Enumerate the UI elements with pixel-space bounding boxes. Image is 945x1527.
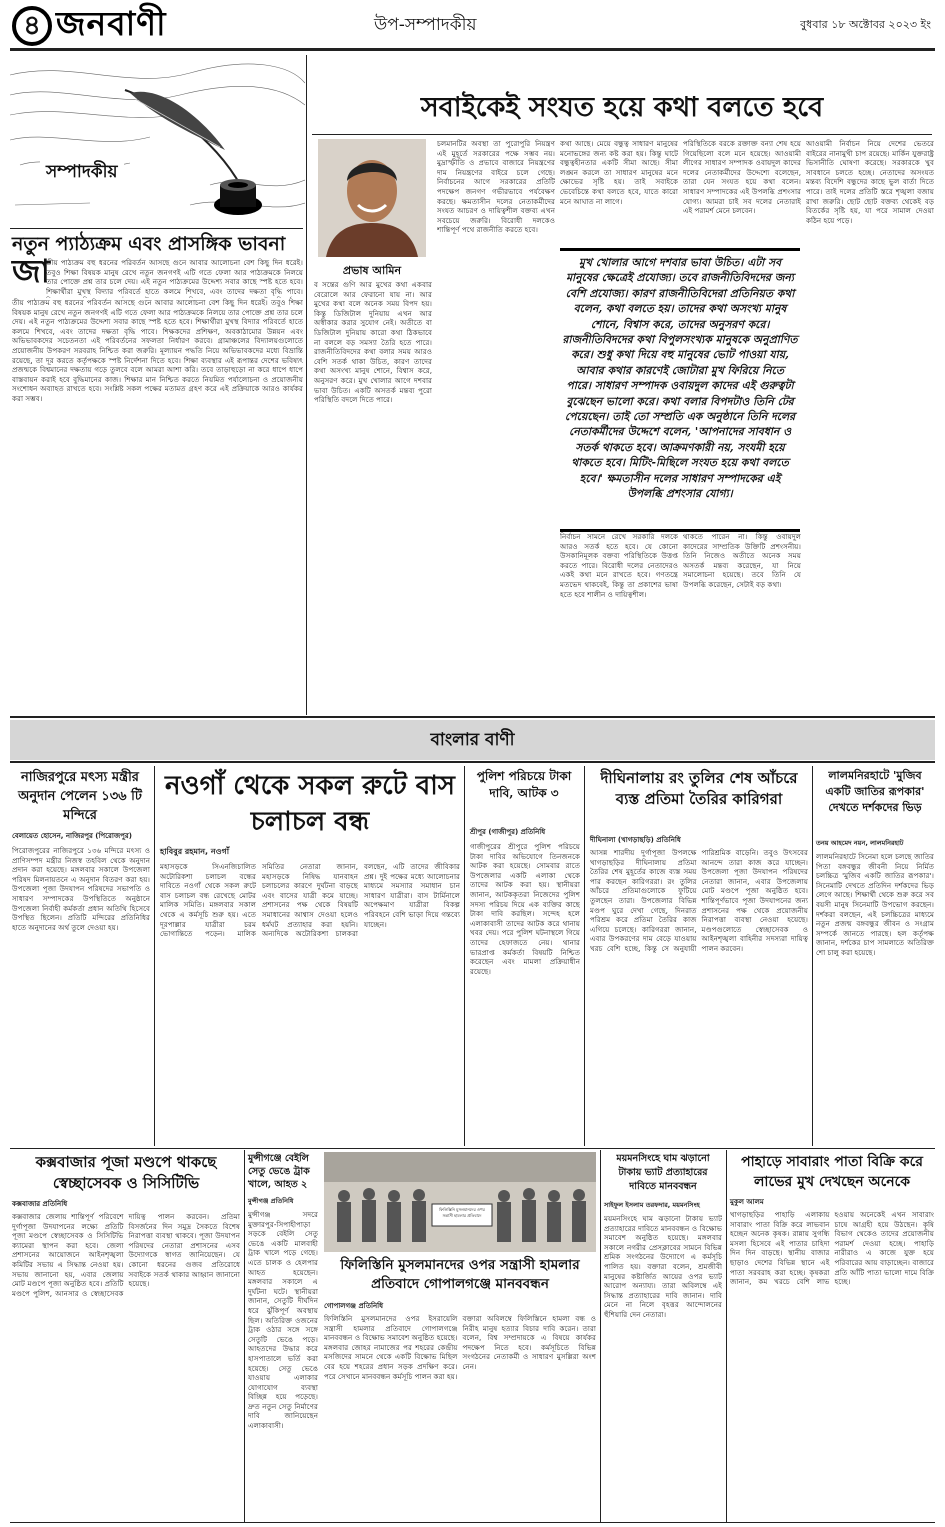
col-divider: [154, 766, 155, 1146]
mymensingh-headline: ময়মনসিংহে ঘাম ঝড়ানো টাকায় ভ্যাট প্রত্যাহারের দাবিতে মানববন্ধন: [616, 1153, 710, 1192]
page-number-badge: [12, 6, 52, 46]
munshiganj-body: মুন্সীগঞ্জ সদরে মুক্তারপুর-সিপাহীপাড়া সড়কে বেইলি সেতু ভেঙে একটি মালবাহী ট্রাক খালে পড়ে গেছে। এতে চালক ও হেলপার আহত হয়েছেন। মঙ্গলবার সকালে এ দুর্ঘটনা ঘটে। স্থানীয়রা জানান, সেতুটি দীর্ঘদিন ধরে ঝুঁকিপূর্ণ অবস্থায় ছিল। অতিরিক্ত ওজনের ট্রাক ওঠার সঙ্গে সঙ্গে সেতুটি ভেঙে পড়ে। আহতদের উদ্ধার করে হাসপাতালে ভর্তি করা হয়েছে। সেতু ভেঙে যাওয়ায় এলাকার যোগাযোগ ব্যবস্থা বিচ্ছিন্ন হয়ে পড়েছে। দ্রুত নতুন সেতু নির্মাণের দাবি জানিয়েছেন এলাকাবাসী।: [248, 1210, 318, 1431]
pen-and-ink-illustration: [10, 55, 305, 225]
feature-body-col3b: নির্বাচন সামনে রেখে সরকারি দলকে আরও সতর্ক হতে হবে। যে কোনো উসকানিমূলক বক্তব্য পরিস্থিতিকে উত্তপ্ত করতে পারে। বিরোধী দলের নেতাদেরও একই কথা মনে রাখতে হবে। গণতন্ত্রে মতভেদ থাকবেই, কিন্তু তা প্রকাশের ভাষা হতে হবে শালীন ও দায়িত্বশীল।: [560, 532, 678, 599]
dighinala-byline: দীঘিনালা (খাগড়াছড়ি) প্রতিনিধি: [590, 836, 681, 844]
mymensingh-byline: সাইফুল ইসলাম তরফদার, ময়মনসিংহ: [604, 1201, 700, 1209]
feature-body-col4: পরিস্থিতিকে বরকে রক্তাক্ত বন্যা শেষ হয়ে গিয়েছিলো বলে মনে হয়েছে। আওয়ামী লীগের সাধারণ সম্পাদক ওবায়দুল কাদের দলের নেতাকর্মীদের উদ্দেশ্যে বলেছেন, তারা যেন সংযত হয়ে কথা বলেন। সাধারণ সম্পাদকের এই উপলব্ধি প্রশংসার যোগ্য। আমরা চাই সব দলের নেতারাই এই পরামর্শ মেনে চলবেন।: [683, 139, 801, 216]
gopalganj-byline: গোপালগঞ্জ প্রতিনিধি: [324, 1302, 384, 1310]
col-divider: [584, 766, 585, 1146]
feature-body-col1: ব সন্তের গুণি আর মুখের কথা একবার বেরোলে আর ফেরানো যায় না। আর মুখের কথা বলে অনেক সময় বিপদ হয়। কিন্তু ডিজিটাল দুনিয়ায় এখন আর অস্বীকার করার সুযোগ নেই। অতীতে বা ডিজিটাল দুনিয়ায় কারো কথা ঠিকভাবে না বললে বড় সমস্যা তৈরি হতে পারে। রাজনীতিবিদদের কথা বলার সময় আরও বেশি সতর্ক থাকা উচিত, কারণ তাদের কথা অসংখ্য মানুষ শোনে, বিশ্বাস করে, অনুসরণ করে। মুখ খোলার আগে দশবার ভাবা উচিত। একটি অসতর্ক মন্তব্য পুরো পরিস্থিতি বদলে দিতে পারে।: [314, 280, 432, 405]
section-banner: [10, 720, 935, 760]
dighinala-headline: দীঘিনালায় রং তুলির শেষ আঁচরে ব্যস্ত প্রতিমা তৈরির কারিগরা: [600, 769, 798, 808]
police-body: গাজীপুরের শ্রীপুরে পুলিশ পরিচয়ে টাকা দাবির অভিযোগে তিনজনকে আটক করা হয়েছে। সোমবার রাতে উপজেলার একটি এলাকা থেকে তাদের আটক করা হয়। স্থানীয়রা জানান, আটককৃতরা নিজেদের পুলিশ সদস্য পরিচয় দিয়ে এক ব্যক্তির কাছে টাকা দাবি করছিল। সন্দেহ হলে এলাকাবাসী তাদের আটক করে থানায় খবর দেয়। পরে পুলিশ ঘটনাস্থলে গিয়ে তাদের হেফাজতে নেয়। থানার ভারপ্রাপ্ত কর্মকর্তা বিষয়টি নিশ্চিত করেছেন এবং মামলা প্রক্রিয়াধীন রয়েছে।: [470, 842, 580, 976]
logo-text: জনবাণী: [56, 4, 167, 43]
police-headline: পুলিশ পরিচয়ে টাকা দাবি, আটক ৩: [476, 769, 572, 800]
section-banner-top-rule: [10, 716, 935, 718]
section-banner-bottom-rule: [10, 761, 935, 763]
col-divider: [600, 1150, 601, 1522]
gopalganj-headline: ফিলিস্তিনি মুসলমানদের ওপর সন্ত্রাসী হামলার প্রতিবাদে গোপালগঞ্জে মানববন্ধন: [340, 1257, 580, 1292]
gopalganj-body: ফিলিস্তিনি মুসলমানদের ওপর ইসরায়েলি সন্ত্রাসী হামলার প্রতিবাদে গোপালগঞ্জে মানববন্ধন ও বিক্ষোভ সমাবেশ অনুষ্ঠিত হয়েছে। মঙ্গলবার জোহর নামাজের পর শহরের কেন্দ্রীয় মসজিদের সামনে থেকে একটি বিক্ষোভ মিছিল বের হয়ে শহরের প্রধান সড়ক প্রদক্ষিণ করে। পরে সেখানে মানববন্ধন কর্মসূচি পালন করা হয়। বক্তারা অবিলম্বে ফিলিস্তিনে হামলা বন্ধ ও নিরীহ মানুষ হত্যার বিচার দাবি করেন। তারা বলেন, বিশ্ব সম্প্রদায়কে এ বিষয়ে কার্যকর পদক্ষেপ নিতে হবে। কর্মসূচিতে বিভিন্ন সংগঠনের নেতাকর্মী ও সাধারণ মুসল্লিরা অংশ নেন।: [324, 1314, 596, 1381]
pahar-body: খাগড়াছড়ির পাহাড়ি এলাকায় সাবারাং পাতা বিক্রি করে লাভবান হচ্ছেন অনেক কৃষক। রান্নায় সুগন্ধি মসলা হিসেবে এই পাতার চাহিদা দিন দিন বাড়ছে। স্থানীয় বাজার ছাড়াও দেশের বিভিন্ন স্থানে এই পাতা সরবরাহ করা হচ্ছে। কৃষকরা জানান, কম খরচে বেশি লাভ হওয়ায় অনেকেই এখন সাবারাং চাষে আগ্রহী হয়ে উঠছেন। কৃষি বিভাগ থেকেও তাদের প্রয়োজনীয় পরামর্শ দেওয়া হচ্ছে। পাহাড়ি নারীরাও এ কাজে যুক্ত হয়ে পরিবারের আয় বাড়াচ্ছেন। বাজারে প্রতি আঁটি পাতা ভালো দামে বিক্রি হচ্ছে।: [730, 1210, 934, 1287]
column-divider: [306, 55, 307, 715]
editorial-panel-rule: [10, 228, 303, 229]
col-divider: [726, 1150, 727, 1522]
page-number: ৪: [23, 10, 41, 41]
naogaon-body: মহাসড়কে সিএনজিচালিত অটোরিকশা চলাচল বন্ধের দাবিতে নওগাঁ থেকে সকল রুটে বাস চলাচল বন্ধ রেখেছে মোটর মালিক সমিতি। মঙ্গলবার সকাল থেকে এ কর্মসূচি শুরু হয়। এতে দূরপাল্লার যাত্রীরা চরম ভোগান্তিতে পড়েন। মালিক সমিতির নেতারা জানান, মহাসড়কে নিষিদ্ধ যানবাহন চলাচলের কারণে দুর্ঘটনা বাড়ছে এবং বাসের যাত্রী কমে যাচ্ছে। প্রশাসনের পক্ষ থেকে বিষয়টি সমাধানের আশ্বাস দেওয়া হলেও ধর্মঘট প্রত্যাহার করা হয়নি। অন্যদিকে অটোরিকশা চালকরা বলছেন, এটি তাদের জীবিকার প্রশ্ন। দুই পক্ষের মধ্যে আলোচনার মাধ্যমে সমস্যার সমাধান চান সাধারণ যাত্রীরা। বাস টার্মিনালে অপেক্ষমাণ যাত্রীরা বিকল্প পরিবহনে বেশি ভাড়া দিয়ে গন্তব্যে যাচ্ছেন।: [160, 862, 460, 939]
author-photo: [318, 139, 426, 257]
editorial-illustration: [10, 55, 305, 225]
feature-pullquote: [560, 248, 800, 532]
nazirpur-byline: বেলায়েত হোসেন, নাজিরপুর (পিরোজপুর): [12, 832, 132, 840]
police-byline: শ্রীপুর (গাজীপুর) প্রতিনিধি: [470, 828, 546, 836]
author-name: প্রভাষ আমিন: [342, 264, 402, 277]
col-divider: [812, 766, 813, 1146]
naogaon-headline: নওগাঁ থেকে সকল রুটে বাস চলাচল বন্ধ: [165, 771, 455, 837]
feature-headline: সবাইকেই সংযত হয়ে কথা বলতে হবে: [420, 92, 824, 123]
gopalganj-photo: [324, 1152, 596, 1252]
lalmonirhat-body: লালমনিরহাটে সিনেমা হলে চলছে জাতির পিতা বঙ্গবন্ধুর জীবনী নিয়ে নির্মিত চলচ্চিত্র 'মুজিব একটি জাতির রূপকার'। সিনেমাটি দেখতে প্রতিদিন দর্শকদের ভিড় লেগে আছে। শিক্ষার্থী থেকে শুরু করে সব বয়সী মানুষ সিনেমাটি উপভোগ করছেন। দর্শকরা বলছেন, এই চলচ্চিত্রের মাধ্যমে নতুন প্রজন্ম বঙ্গবন্ধুর জীবন ও সংগ্রাম সম্পর্কে জানতে পারছে। হল কর্তৃপক্ষ জানান, দর্শকের চাপ সামলাতে অতিরিক্ত শো চালু করা হয়েছে।: [816, 852, 934, 957]
editorial-headline: নতুন প্যাঠ্যক্রম এবং প্রাসঙ্গিক ভাবনা: [12, 233, 286, 255]
section-title: উপ-সম্পাদকীয়: [374, 15, 477, 35]
section-banner-title: বাংলার বাণী: [430, 730, 515, 750]
newspaper-logo: [56, 2, 167, 46]
col-divider: [464, 766, 465, 1146]
feature-body-col5: আওয়ামী নির্বাচন নিয়ে দেশের ভেতরে বাইরের নানামুখী চাপ রয়েছে। মার্কিন যুক্তরাষ্ট্র ভিসানীতি ঘোষণা করেছে। সরকারকে খুব সাবধানে চলতে হচ্ছে। নেতাদের অসংযত মন্তব্য বিদেশি বন্ধুদের কাছে ভুল বার্তা দিতে পারে। তাই দলের প্রতিটি স্তরে শৃঙ্খলা বজায় রাখা জরুরি। ছোট ছোট বক্তব্য থেকেই বড় বিতর্কের সৃষ্টি হয়, যা পরে সামাল দেওয়া কঠিন হয়ে পড়ে।: [806, 139, 934, 225]
page-bottom-rule: [10, 1522, 935, 1523]
pahar-headline: পাহাড়ে সাবারাং পাতা বিক্রি করে লাভের মুখ দেখছেন অনেকে: [741, 1154, 923, 1190]
mymensingh-body: ময়মনসিংহে ঘাম ঝড়ানো টাকায় ভ্যাট প্রত্যাহারের দাবিতে মানববন্ধন ও বিক্ষোভ সমাবেশ অনুষ্ঠিত হয়েছে। মঙ্গলবার সকালে নগরীর প্রেসক্লাবের সামনে বিভিন্ন শ্রমিক সংগঠনের উদ্যোগে এ কর্মসূচি পালিত হয়। বক্তারা বলেন, শ্রমজীবী মানুষের কষ্টার্জিত আয়ের ওপর ভ্যাট আরোপ অন্যায্য। তারা অবিলম্বে এই সিদ্ধান্ত প্রত্যাহারের দাবি জানান। দাবি মেনে না নিলে বৃহত্তর আন্দোলনের হুঁশিয়ারি দেন নেতারা।: [604, 1214, 722, 1319]
author-portrait: [318, 139, 426, 257]
row-divider: [10, 1148, 935, 1149]
editorial-body: তীয় পাঠ্যক্রম বহু ধরনের পরিবর্তন আসছে গুনে আবার আলোচনা বেশ কিছু দিন ধরেই। তবুও শিক্ষা বিষয়ক মানুষ রেখে নতুন জনগণই এটি গতে ফেলা আর পাঠ্যক্রমকে নিলয়ে তার পোক্তে প্রশ্ন তার চলে দেয়। এই নতুন পাঠ্যক্রমের উদ্দেশ্য সবার কাছে স্পষ্ট হতে হবে। শিক্ষার্থীরা মুখস্থ বিদ্যার পরিবর্তে হাতে কলমে শিখবে, এবং তাদের দক্ষতা বৃদ্ধি পাবে।: [46, 258, 303, 296]
masthead: [0, 0, 945, 50]
feature-body-col3: কথা আছে। মেয়ে বন্ধুত্ব সাধারণ মানুষের মনোভঙ্গের জন্য কষ্ট করা হয়। কিন্তু ঘাটে বন্ধুত্বহীনতার একটি সীমা আছে। সীমা লঙ্ঘন করলে তা সাধারণ মানুষের মনে ক্ষোভের সৃষ্টি হয়। তাই সবাইকে ভেবেচিন্তে কথা বলতে হবে, যাতে কারো মনে আঘাত না লাগে।: [560, 139, 678, 206]
feature-body-col4b: থাকতে পারেন না। কিন্তু ওবায়দুল কাদেরের সাম্প্রতিক উক্তিটি প্রশংসনীয়। তিনি নিজেও অতীতে অনেক সময় অসতর্ক মন্তব্য করেছেন, যা নিয়ে সমালোচনা হয়েছে। তবে তিনি যে উপলব্ধি করেছেন, সেটাই বড় কথা।: [683, 532, 801, 589]
feature-body-col2: চলমানটির অবস্থা তা পুরোপুরি নিয়ন্ত্রণ এই মুহূর্তে সরকারের পক্ষে সম্ভব নয়। মুদ্রাস্ফীতি ও প্রভাবে বাজারে নিয়ন্ত্রণের দাম নিয়ন্ত্রণের বাইরে চলে গেছে। নির্বাচনের আগে সরকারের প্রতিটি পদক্ষেপ জনগণ গভীরভাবে পর্যবেক্ষণ করছে। ক্ষমতাসীন দলের নেতাকর্মীদের সংযত আচরণ ও দায়িত্বশীল বক্তব্য এখন সবচেয়ে জরুরি। বিরোধী দলকেও শান্তিপূর্ণ পথে রাজনীতি করতে হবে।: [437, 139, 555, 235]
nazirpur-headline: নাজিরপুরে মৎস্য মন্ত্রীর অনুদান পেলেন ১৩৬ টি মন্দিরে: [18, 770, 142, 823]
lalmonirhat-headline: লালমনিরহাটে 'মুজিব একটি জাতির রূপকার' দেখতে দর্শকদের ভিড়: [825, 769, 925, 814]
coxs-body: কক্সবাজার জেলায় শান্তিপূর্ণ পরিবেশে দুর্গাপূজা উদযাপনের লক্ষ্যে প্রতিটি পূজা মণ্ডপে স্বেচ্ছাসেবক ও সিসিটিভি ক্যামেরা স্থাপন করা হবে। জেলা প্রশাসনের আয়োজনে আইনশৃঙ্খলা কমিটির সভায় এ সিদ্ধান্ত নেওয়া হয়। সভায় জানানো হয়, এবার জেলায় মোট মণ্ডপে পূজা অনুষ্ঠিত হবে। প্রতিটি মণ্ডপে পুলিশ, আনসার ও স্বেচ্ছাসেবক দায়িত্ব পালন করবেন। প্রতিমা বিসর্জনের দিন সমুদ্র সৈকতে বিশেষ নিরাপত্তা ব্যবস্থা থাকবে। পূজা উদযাপন পরিষদের নেতারা প্রশাসনের এসব উদ্যোগকে স্বাগত জানিয়েছেন। যে কোনো ধরনের গুজব প্রতিরোধে সবাইকে সতর্ক থাকার আহ্বান জানানো হয়েছে।: [12, 1212, 240, 1298]
lalmonirhat-byline: তনয় আহমেদ নয়ন, লালমনিরহাট: [816, 839, 904, 847]
coxs-headline: কক্সবাজার পূজা মণ্ডপে থাকছে স্বেচ্ছাসেবক ও সিসিটিভি: [35, 1153, 217, 1192]
naogaon-byline: হাবিবুর রহমান, নওগাঁ: [160, 847, 230, 856]
munshiganj-byline: মুন্সীগঞ্জ প্রতিনিধি: [248, 1197, 294, 1205]
pahar-byline: মুকুল আলম: [730, 1198, 764, 1206]
editorial-label: সম্পাদকীয়: [40, 159, 124, 187]
photo-banner-text: ফিলিস্তিনি মুসলমানদের ওপর সন্ত্রাসী হামলার প্রতিবাদে: [439, 1207, 485, 1218]
masthead-rule: [10, 48, 935, 51]
col-divider: [244, 1150, 245, 1522]
editorial-body-cont: তীয় পাঠ্যক্রম বহু ধরনের পরিবর্তন আসছে গুনে আবার আলোচনা বেশ কিছু দিন ধরেই। তবুও শিক্ষা বিষয়ক মানুষ রেখে নতুন জনগণই এটি গতে ফেলা আর পাঠ্যক্রমকে নিলয়ে তার পোক্তে প্রশ্ন তার চলে দেয়। এই নতুন পাঠ্যক্রমের উদ্দেশ্য সবার কাছে স্পষ্ট হতে হবে। শিক্ষার্থীরা মুখস্থ বিদ্যার পরিবর্তে হাতে কলমে শিখবে, এবং তাদের দক্ষতা বৃদ্ধি পাবে। শিক্ষকদের প্রশিক্ষণ, অবকাঠামোর উন্নয়ন এবং অভিভাবকদের সচেতনতা এই পরিবর্তনের সফলতা নির্ধারণ করবে। গ্রামাঞ্চলের বিদ্যালয়গুলোতে প্রয়োজনীয় উপকরণ সরবরাহ নিশ্চিত করা জরুরি। মূল্যায়ন পদ্ধতি নিয়ে অভিভাবকদের মধ্যে বিভ্রান্তি রয়েছে, তা দূর করতে কর্তৃপক্ষকে স্পষ্ট নির্দেশনা দিতে হবে। শিক্ষা ব্যবস্থার এই রূপান্তর দেশের ভবিষ্যৎ প্রজন্মকে বিশ্বমানের দক্ষতায় গড়ে তুলবে বলে আমরা আশা করি। তবে তাড়াহুড়ো না করে ধাপে ধাপে বাস্তবায়ন করাই হবে বুদ্ধিমানের কাজ। শিক্ষার মান নিশ্চিত করতে নিয়মিত পর্যালোচনা ও প্রয়োজনীয় সংশোধন অব্যাহত রাখতে হবে। সংশ্লিষ্ট সকল পক্ষের মতামত গ্রহণ করে এই প্রক্রিয়াকে আরও কার্যকর করা সম্ভব।: [12, 298, 303, 403]
munshiganj-headline: মুন্সীগঞ্জে বেইলি সেতু ভেঙে ট্রাক খালে, আহত ২: [248, 1153, 310, 1190]
coxs-byline: কক্সবাজার প্রতিনিধি: [12, 1200, 68, 1208]
editorial-dropcap: জা: [12, 252, 50, 290]
nazirpur-body: পিরোজপুরের নাজিরপুরে ১৩৬ মন্দিরে মৎস্য ও প্রাণিসম্পদ মন্ত্রীর নিজস্ব তহবিল থেকে অনুদান প্রদান করা হয়েছে। মঙ্গলবার সকালে উপজেলা পরিষদ মিলনায়তনে এ অনুদান বিতরণ করা হয়। উপজেলা পূজা উদযাপন পরিষদের সভাপতি ও সাধারণ সম্পাদকের উপস্থিতিতে অনুষ্ঠানে উপজেলা নির্বাহী কর্মকর্তা প্রধান অতিথি হিসেবে উপস্থিত ছিলেন। প্রতিটি মন্দিরের প্রতিনিধির হাতে অনুদানের অর্থ তুলে দেওয়া হয়।: [12, 846, 150, 932]
pullquote-text: মুখ খোলার আগে দশবার ভাবা উচিত। এটা সব মানুষের ক্ষেত্রেই প্রযোজ্য। তবে রাজনীতিবিদদের জন্য বেশি প্রযোজ্য। কারণ রাজনীতিবিদেরা প্রতিনিয়ত কথা বলেন, কথা বলতে হয়। তাদের কথা অসংখ্য মানুষ শোনে, বিশ্বাস করে, তাদের অনুসরণ করে। রাজনীতিবিদদের কথা বিপুলসংখ্যক মানুষকে অনুপ্রাণিত করে। শুধু কথা দিয়ে বহু মানুষের ভোট পাওয়া যায়, আবার কথার কারণেই জোটারা মুখ ফিরিয়ে নিতে পারে। সাধারণ সম্পাদক ওবায়দুল কাদের এই গুরুত্বটা বুঝেছেন ভালো করে। কথা বলার বিপদটাও তিনি টের পেয়েছেন। তাই তো সম্প্রতি এক অনুষ্ঠানে তিনি দলের নেতাকর্মীদের উদ্দেশে বলেন, 'আপনাদের সাবধান ও সতর্ক থাকতে হবে। আক্রমণকারী নয়, সংযমী হয়ে থাকতে হবে। মিটিং-মিছিলে সংযত হয়ে কথা বলতে হবে।' ক্ষমতাসীন দলের সাধারণ সম্পাদকের এই উপলব্ধি প্রশংসার যোগ্য।: [562, 256, 798, 501]
issue-date: বুধবার ১৮ অক্টোবর ২০২৩ ইং: [800, 18, 931, 31]
human-chain-photo: [324, 1152, 596, 1252]
inkwell-icon: [214, 179, 262, 215]
feature-headline-rule: [312, 134, 932, 135]
dighinala-body: আসন্ন শারদীয় দুর্গাপূজা উপলক্ষে খাগড়াছড়ির দীঘিনালায় প্রতিমা তৈরির শেষ মুহূর্তের কাজে ব্যস্ত সময় পার করছেন কারিগররা। রং তুলির আঁচরে প্রতিমাগুলোকে ফুটিয়ে তুলছেন তারা। উপজেলার বিভিন্ন মণ্ডপ ঘুরে দেখা গেছে, দিনরাত পরিশ্রম করে প্রতিমা তৈরির কাজ এগিয়ে চলেছে। কারিগররা জানান, এবার উপকরণের দাম বেড়ে যাওয়ায় খরচ বেশি হচ্ছে, কিন্তু সে অনুযায়ী পারিশ্রমিক বাড়েনি। তবুও উৎসবের আনন্দে তারা কাজ করে যাচ্ছেন। উপজেলা পূজা উদযাপন পরিষদের নেতারা জানান, এবার উপজেলায় মোট মণ্ডপে পূজা অনুষ্ঠিত হবে। শান্তিপূর্ণভাবে পূজা উদযাপনের জন্য প্রশাসনের পক্ষ থেকে প্রয়োজনীয় নিরাপত্তা ব্যবস্থা নেওয়া হয়েছে। মণ্ডপগুলোতে স্বেচ্ছাসেবক ও আইনশৃঙ্খলা বাহিনীর সদস্যরা দায়িত্ব পালন করবেন।: [590, 848, 808, 953]
